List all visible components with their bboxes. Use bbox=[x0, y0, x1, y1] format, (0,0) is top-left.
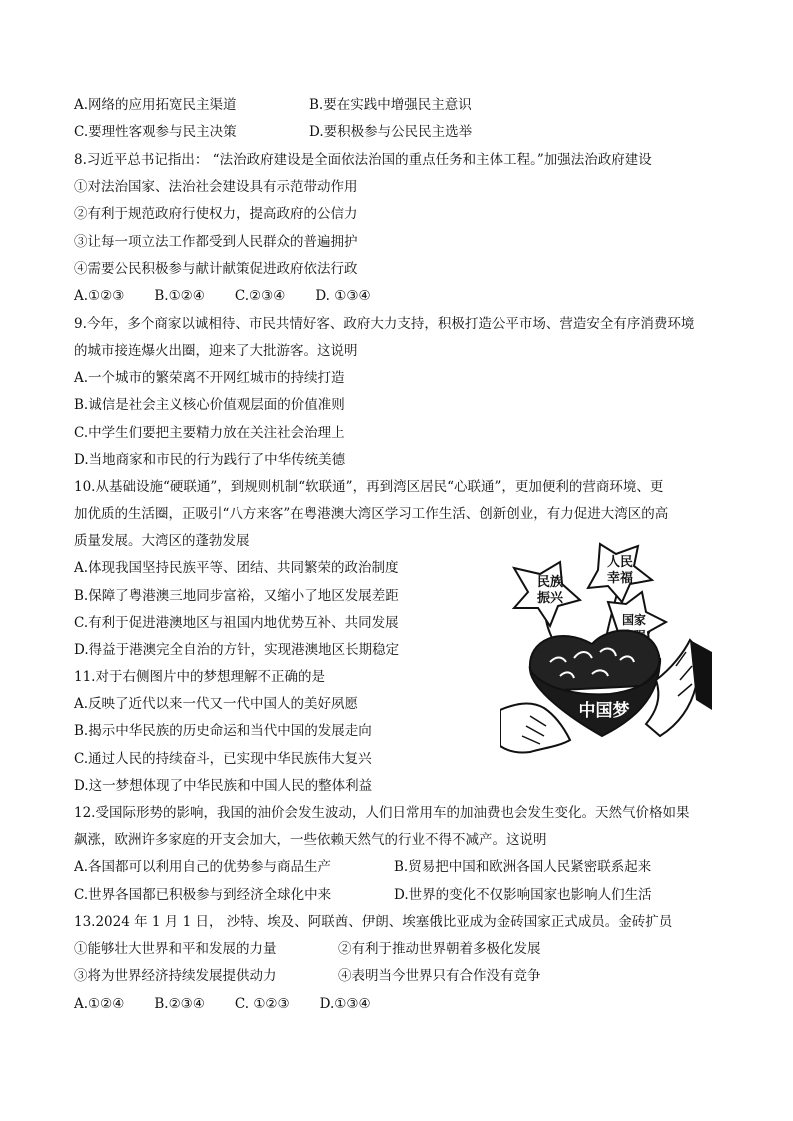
q13-option-c: C. ①②③ bbox=[234, 996, 290, 1012]
q8-options bbox=[74, 286, 401, 306]
bubble-left-line1: 民族 bbox=[536, 575, 564, 590]
heart-bowl-rim bbox=[530, 631, 660, 690]
left-hand bbox=[500, 704, 570, 753]
q9-option-c: C.中学生们要把主要精力放在关注社会治理上 bbox=[74, 425, 345, 441]
q12-stem-line2: 飙涨，欧洲许多家庭的开支会加大，一些依赖天然气的行业不得不减产。这说明 bbox=[74, 832, 547, 848]
q7-option-c: C.要理性客观参与民主决策 bbox=[74, 124, 237, 140]
q12-option-c: C.世界各国都已积极参与到经济全球化中来 bbox=[74, 887, 332, 903]
q10-option-b: B.保障了粤港澳三地同步富裕，又缩小了地区发展差距 bbox=[74, 588, 399, 604]
q10-option-a: A.体现我国坚持民族平等、团结、共同繁荣的政治制度 bbox=[74, 560, 399, 576]
q13-options bbox=[74, 994, 401, 1014]
q11-option-c: C.通过人民的持续奋斗，已实现中华民族伟大复兴 bbox=[74, 751, 372, 767]
q13-item-2: ②有利于推动世界朝着多极化发展 bbox=[338, 941, 541, 957]
q13-item-3: ③将为世界经济持续发展提供动力 bbox=[74, 968, 277, 984]
chinese-dream-cartoon bbox=[500, 540, 712, 758]
q13-option-b: B.②③④ bbox=[154, 996, 205, 1012]
q7-option-a: A.网络的应用拓宽民主渠道 bbox=[74, 97, 237, 113]
bubble-right-line1: 国家 bbox=[621, 613, 647, 627]
cartoon-illustration bbox=[500, 540, 712, 758]
q7-option-d: D.要积极参与公民民主选举 bbox=[309, 124, 473, 140]
q8-item-2: ②有利于规范政府行使权力，提高政府的公信力 bbox=[74, 206, 358, 222]
q12-option-a: A.各国都可以利用自己的优势参与商品生产 bbox=[74, 859, 332, 875]
q9-stem-line2: 的城市接连爆火出圈，迎来了大批游客。这说明 bbox=[74, 343, 358, 359]
q8-option-a: A.①②③ bbox=[74, 288, 125, 304]
q13-option-d: D.①③④ bbox=[319, 996, 371, 1012]
bowl-label: 中国梦 bbox=[578, 701, 630, 721]
q10-stem-line3: 质量发展。大湾区的蓬勃发展 bbox=[74, 533, 250, 549]
q9-option-b: B.诚信是社会主义核心价值观层面的价值准则 bbox=[74, 397, 345, 413]
q10-option-c: C.有利于促进港澳地区与祖国内地优势互补、共同发展 bbox=[74, 615, 399, 631]
q11-option-a: A.反映了近代以来一代又一代中国人的美好夙愿 bbox=[74, 696, 359, 712]
bubble-top-line2: 幸福 bbox=[606, 571, 634, 586]
q12-option-d: D.世界的变化不仅影响国家也影响人们生活 bbox=[394, 887, 652, 903]
q13-item-1: ①能够壮大世界和平和发展的力量 bbox=[74, 941, 277, 957]
q11-option-b: B.揭示中华民族的历史命运和当代中国的发展走向 bbox=[74, 723, 372, 739]
q8-stem: 8.习近平总书记指出： “法治政府建设是全面依法治国的重点任务和主体工程。”加强法治政府建设 bbox=[74, 152, 652, 168]
q8-item-3: ③让每一项立法工作都受到人民群众的普遍拥护 bbox=[74, 234, 358, 250]
q10-option-d: D.得益于港澳完全自治的方针，实现港澳地区长期稳定 bbox=[74, 642, 400, 658]
q13-stem: 13.2024 年 1 月 1 日， 沙特、埃及、阿联酋、伊朗、埃塞俄比亚成为金砖国家正式成员。金砖扩员 bbox=[74, 914, 673, 930]
q10-stem-line2: 加优质的生活圈，正吸引“八方来客”在粤港澳大湾区学习工作生活、创新创业，有力促进大湾区的高 bbox=[74, 506, 669, 522]
q10-stem-line1: 10.从基础设施“硬联通”，到规则机制“软联通”，再到湾区居民“心联通”，更加便利的营商环境、更 bbox=[74, 479, 664, 495]
q12-option-b: B.贸易把中国和欧洲各国人民紧密联系起来 bbox=[394, 859, 652, 875]
bubble-left-line2: 振兴 bbox=[536, 591, 564, 606]
q7-option-b: B.要在实践中增强民主意识 bbox=[309, 97, 472, 113]
q9-option-a: A.一个城市的繁荣离不开网红城市的持续打造 bbox=[74, 370, 345, 386]
q9-stem-line1: 9.今年，多个商家以诚相待、市民共情好客、政府大力支持，积极打造公平市场、营造安全有序消费环境 bbox=[74, 316, 695, 332]
q13-option-a: A.①②④ bbox=[74, 996, 125, 1012]
q8-option-b: B.①②④ bbox=[154, 288, 205, 304]
q11-option-d: D.这一梦想体现了中华民族和中国人民的整体利益 bbox=[74, 778, 373, 794]
q8-item-1: ①对法治国家、法治社会建设具有示范带动作用 bbox=[74, 179, 358, 195]
bubble-top-line1: 人民 bbox=[606, 555, 634, 570]
q9-option-d: D.当地商家和市民的行为践行了中华传统美德 bbox=[74, 452, 346, 468]
q8-option-d: D. ①③④ bbox=[315, 288, 371, 304]
q11-stem: 11.对于右侧图片中的梦想理解不正确的是 bbox=[74, 669, 325, 685]
q12-stem-line1: 12.受国际形势的影响，我国的油价会发生波动，人们日常用车的加油费也会发生变化。天然气价格如果 bbox=[74, 805, 690, 821]
q8-option-c: C.②③④ bbox=[234, 288, 286, 304]
q13-item-4: ④表明当今世界只有合作没有竞争 bbox=[338, 968, 541, 984]
q8-item-4: ④需要公民积极参与献计献策促进政府依法行政 bbox=[74, 261, 358, 277]
